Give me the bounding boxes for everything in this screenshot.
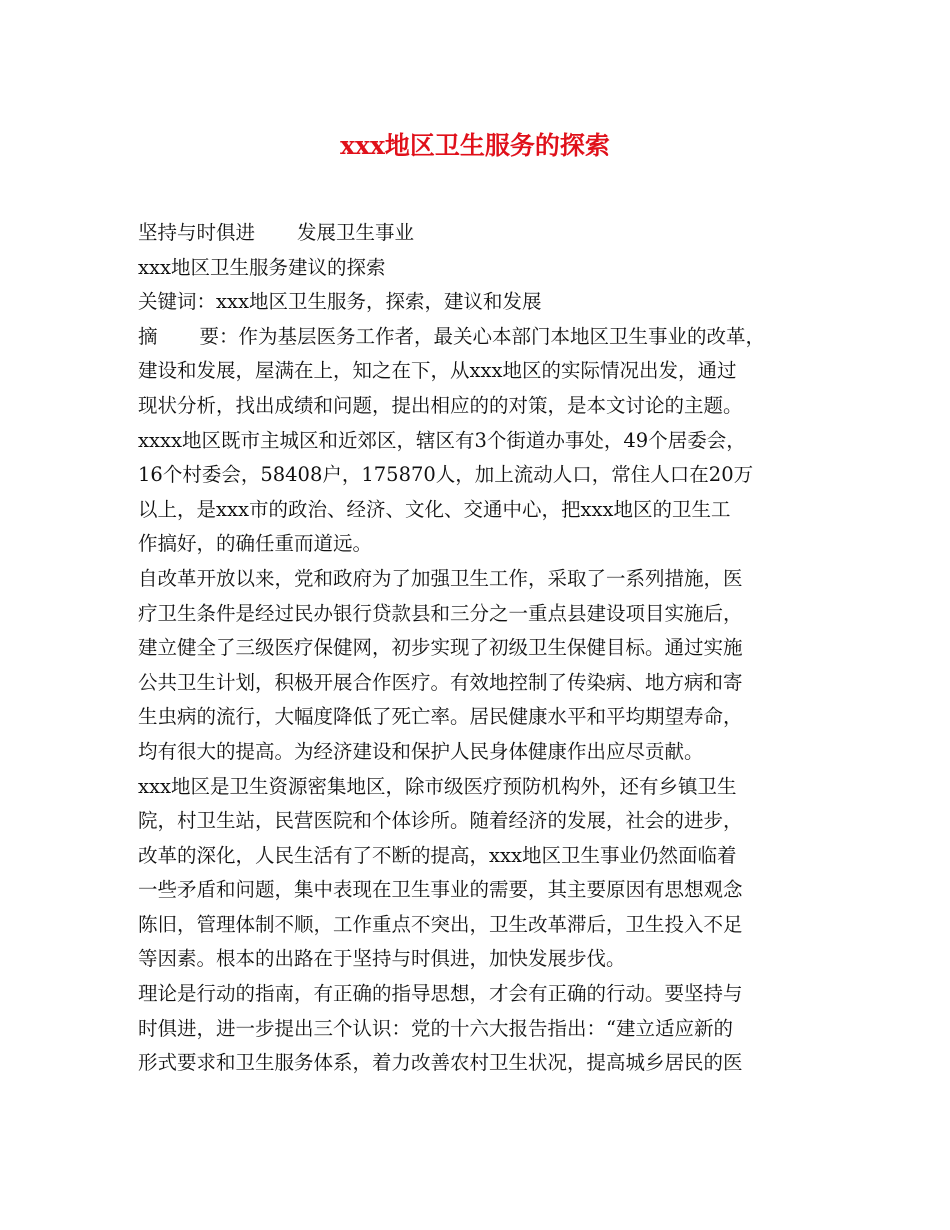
body-line: xxx地区是卫生资源密集地区，除市级医疗预防机构外，还有乡镇卫生 xyxy=(138,774,737,798)
keywords-line: 关键词：xxx地区卫生服务，探索，建议和发展 xyxy=(138,290,542,314)
body-line: 陈旧，管理体制不顺，工作重点不突出，卫生改革滞后，卫生投入不足 xyxy=(138,912,743,936)
abstract-label: 摘 xyxy=(138,324,158,348)
body-line: 疗卫生条件是经过民办银行贷款县和三分之一重点县建设项目实施后， xyxy=(138,601,743,625)
document-title: xxx地区卫生服务的探索 xyxy=(340,131,610,160)
subtitle-part-1: 坚持与时俱进 xyxy=(138,221,256,244)
body-line: 均有很大的提高。为经济建设和保护人民身体健康作出应尽贡献。 xyxy=(138,739,704,763)
body-line: 公共卫生计划，积极开展合作医疗。有效地控制了传染病、地方病和寄 xyxy=(138,670,743,694)
body-line: 形式要求和卫生服务体系，着力改善农村卫生状况，提高城乡居民的医 xyxy=(138,1051,743,1075)
body-line: 院，村卫生站，民营医院和个体诊所。随着经济的发展，社会的进步， xyxy=(138,809,743,833)
body-line: 建设和发展，屋满在上，知之在下，从xxx地区的实际情况出发，通过 xyxy=(138,359,737,383)
body-line: 16个村委会，58408户，175870人，加上流动人口，常住人口在20万 xyxy=(138,463,754,487)
body-line: 现状分析，找出成绩和问题，提出相应的的对策，是本文讨论的主题。 xyxy=(138,393,743,417)
body-line: 一些矛盾和问题，集中表现在卫生事业的需要，其主要原因有思想观念 xyxy=(138,878,743,902)
heading-line: xxx地区卫生服务建议的探索 xyxy=(138,255,386,279)
body-line: 建立健全了三级医疗保健网，初步实现了初级卫生保健目标。通过实施 xyxy=(138,636,743,660)
body-line: 自改革开放以来，党和政府为了加强卫生工作，采取了一系列措施，医 xyxy=(138,566,743,590)
subtitle-line xyxy=(138,216,828,251)
body-line: 作搞好，的确任重而道远。 xyxy=(138,532,373,556)
body-line: 以上，是xxx市的政治、经济、文化、交通中心，把xxx地区的卫生工 xyxy=(138,497,731,521)
body-line: 等因素。根本的出路在于坚持与时俱进，加快发展步伐。 xyxy=(138,947,626,971)
body-line: 改革的深化，人民生活有了不断的提高，xxx地区卫生事业仍然面临着 xyxy=(138,843,737,867)
abstract-line xyxy=(138,320,828,355)
abstract-text: 要：作为基层医务工作者，最关心本部门本地区卫生事业的改革， xyxy=(199,324,766,348)
body-line: 生虫病的流行，大幅度降低了死亡率。居民健康水平和平均期望寿命， xyxy=(138,705,743,729)
body-line: 时俱进，进一步提出三个认识：党的十六大报告指出：“建立适应新的 xyxy=(138,1016,733,1040)
body-line: 理论是行动的指南，有正确的指导思想，才会有正确的行动。要坚持与 xyxy=(138,982,743,1006)
subtitle-part-2: 发展卫生事业 xyxy=(297,221,415,244)
document-body xyxy=(138,216,828,1081)
body-line: xxxx地区既市主城区和近郊区，辖区有3个街道办事处，49个居委会， xyxy=(138,428,746,452)
